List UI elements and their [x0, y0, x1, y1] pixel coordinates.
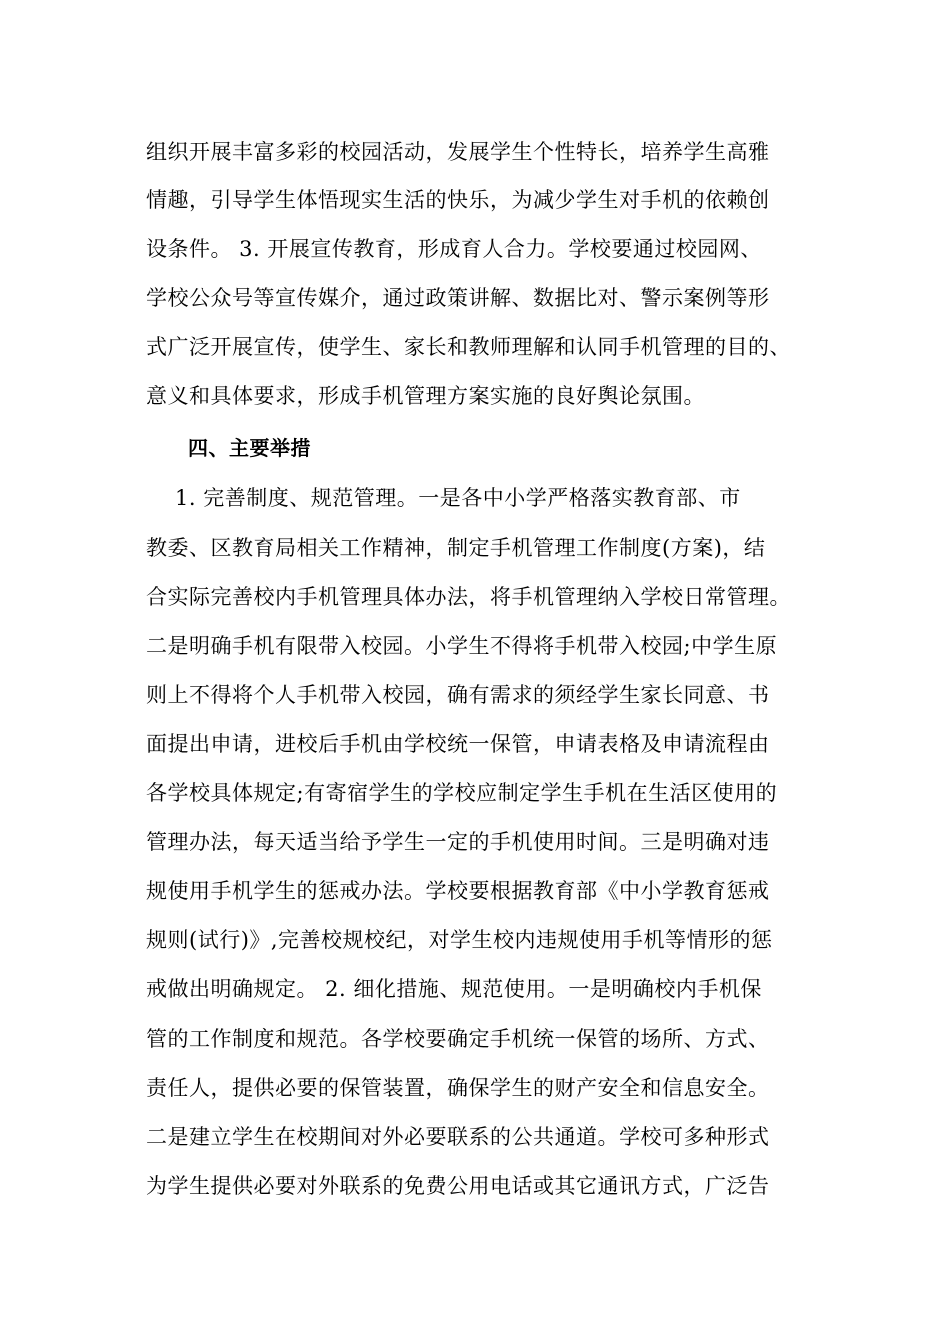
paragraph-line: 责任人，提供必要的保管装置，确保学生的财产安全和信息安全。 — [146, 1076, 770, 1100]
paragraph-line: 组织开展丰富多彩的校园活动，发展学生个性特长，培养学生高雅 — [146, 140, 770, 164]
paragraph-line: 面提出申请，进校后手机由学校统一保管，申请表格及申请流程由 — [146, 732, 770, 756]
paragraph-line: 管理办法，每天适当给予学生一定的手机使用时间。三是明确对违 — [146, 830, 770, 854]
paragraph-line: 设条件。 3. 开展宣传教育，形成育人合力。学校要通过校园网、 — [146, 237, 762, 261]
paragraph-line: 各学校具体规定;有寄宿学生的学校应制定学生手机在生活区使用的 — [146, 781, 778, 805]
paragraph-line: 二是明确手机有限带入校园。小学生不得将手机带入校园;中学生原 — [146, 634, 778, 658]
section-heading: 四、主要举措 — [188, 436, 311, 460]
paragraph-line: 规使用手机学生的惩戒办法。学校要根据教育部《中小学教育惩戒 — [146, 879, 770, 903]
paragraph-line: 管的工作制度和规范。各学校要确定手机统一保管的场所、方式、 — [146, 1027, 770, 1051]
paragraph-line: 意义和具体要求，形成手机管理方案实施的良好舆论氛围。 — [146, 384, 705, 408]
paragraph-line: 二是建立学生在校期间对外必要联系的公共通道。学校可多种形式 — [146, 1125, 770, 1149]
paragraph-line: 则上不得将个人手机带入校园，确有需求的须经学生家长同意、书 — [146, 683, 770, 707]
paragraph-line: 戒做出明确规定。 2. 细化措施、规范使用。一是明确校内手机保 — [146, 977, 762, 1001]
paragraph-line: 教委、区教育局相关工作精神，制定手机管理工作制度(方案)，结 — [146, 536, 766, 560]
paragraph-line: 为学生提供必要对外联系的免费公用电话或其它通讯方式，广泛告 — [146, 1174, 770, 1198]
paragraph-line: 学校公众号等宣传媒介，通过政策讲解、数据比对、警示案例等形 — [146, 286, 770, 310]
paragraph-line: 合实际完善校内手机管理具体办法，将手机管理纳入学校日常管理。 — [146, 585, 791, 609]
paragraph-line: 式广泛开展宣传，使学生、家长和教师理解和认同手机管理的目的、 — [146, 335, 791, 359]
paragraph-line: 1. 完善制度、规范管理。一是各中小学严格落实教育部、市 — [175, 486, 741, 510]
paragraph-line: 规则(试行)》,完善校规校纪，对学生校内违规使用手机等情形的惩 — [146, 928, 773, 952]
paragraph-line: 情趣，引导学生体悟现实生活的快乐，为减少学生对手机的依赖创 — [146, 188, 770, 212]
